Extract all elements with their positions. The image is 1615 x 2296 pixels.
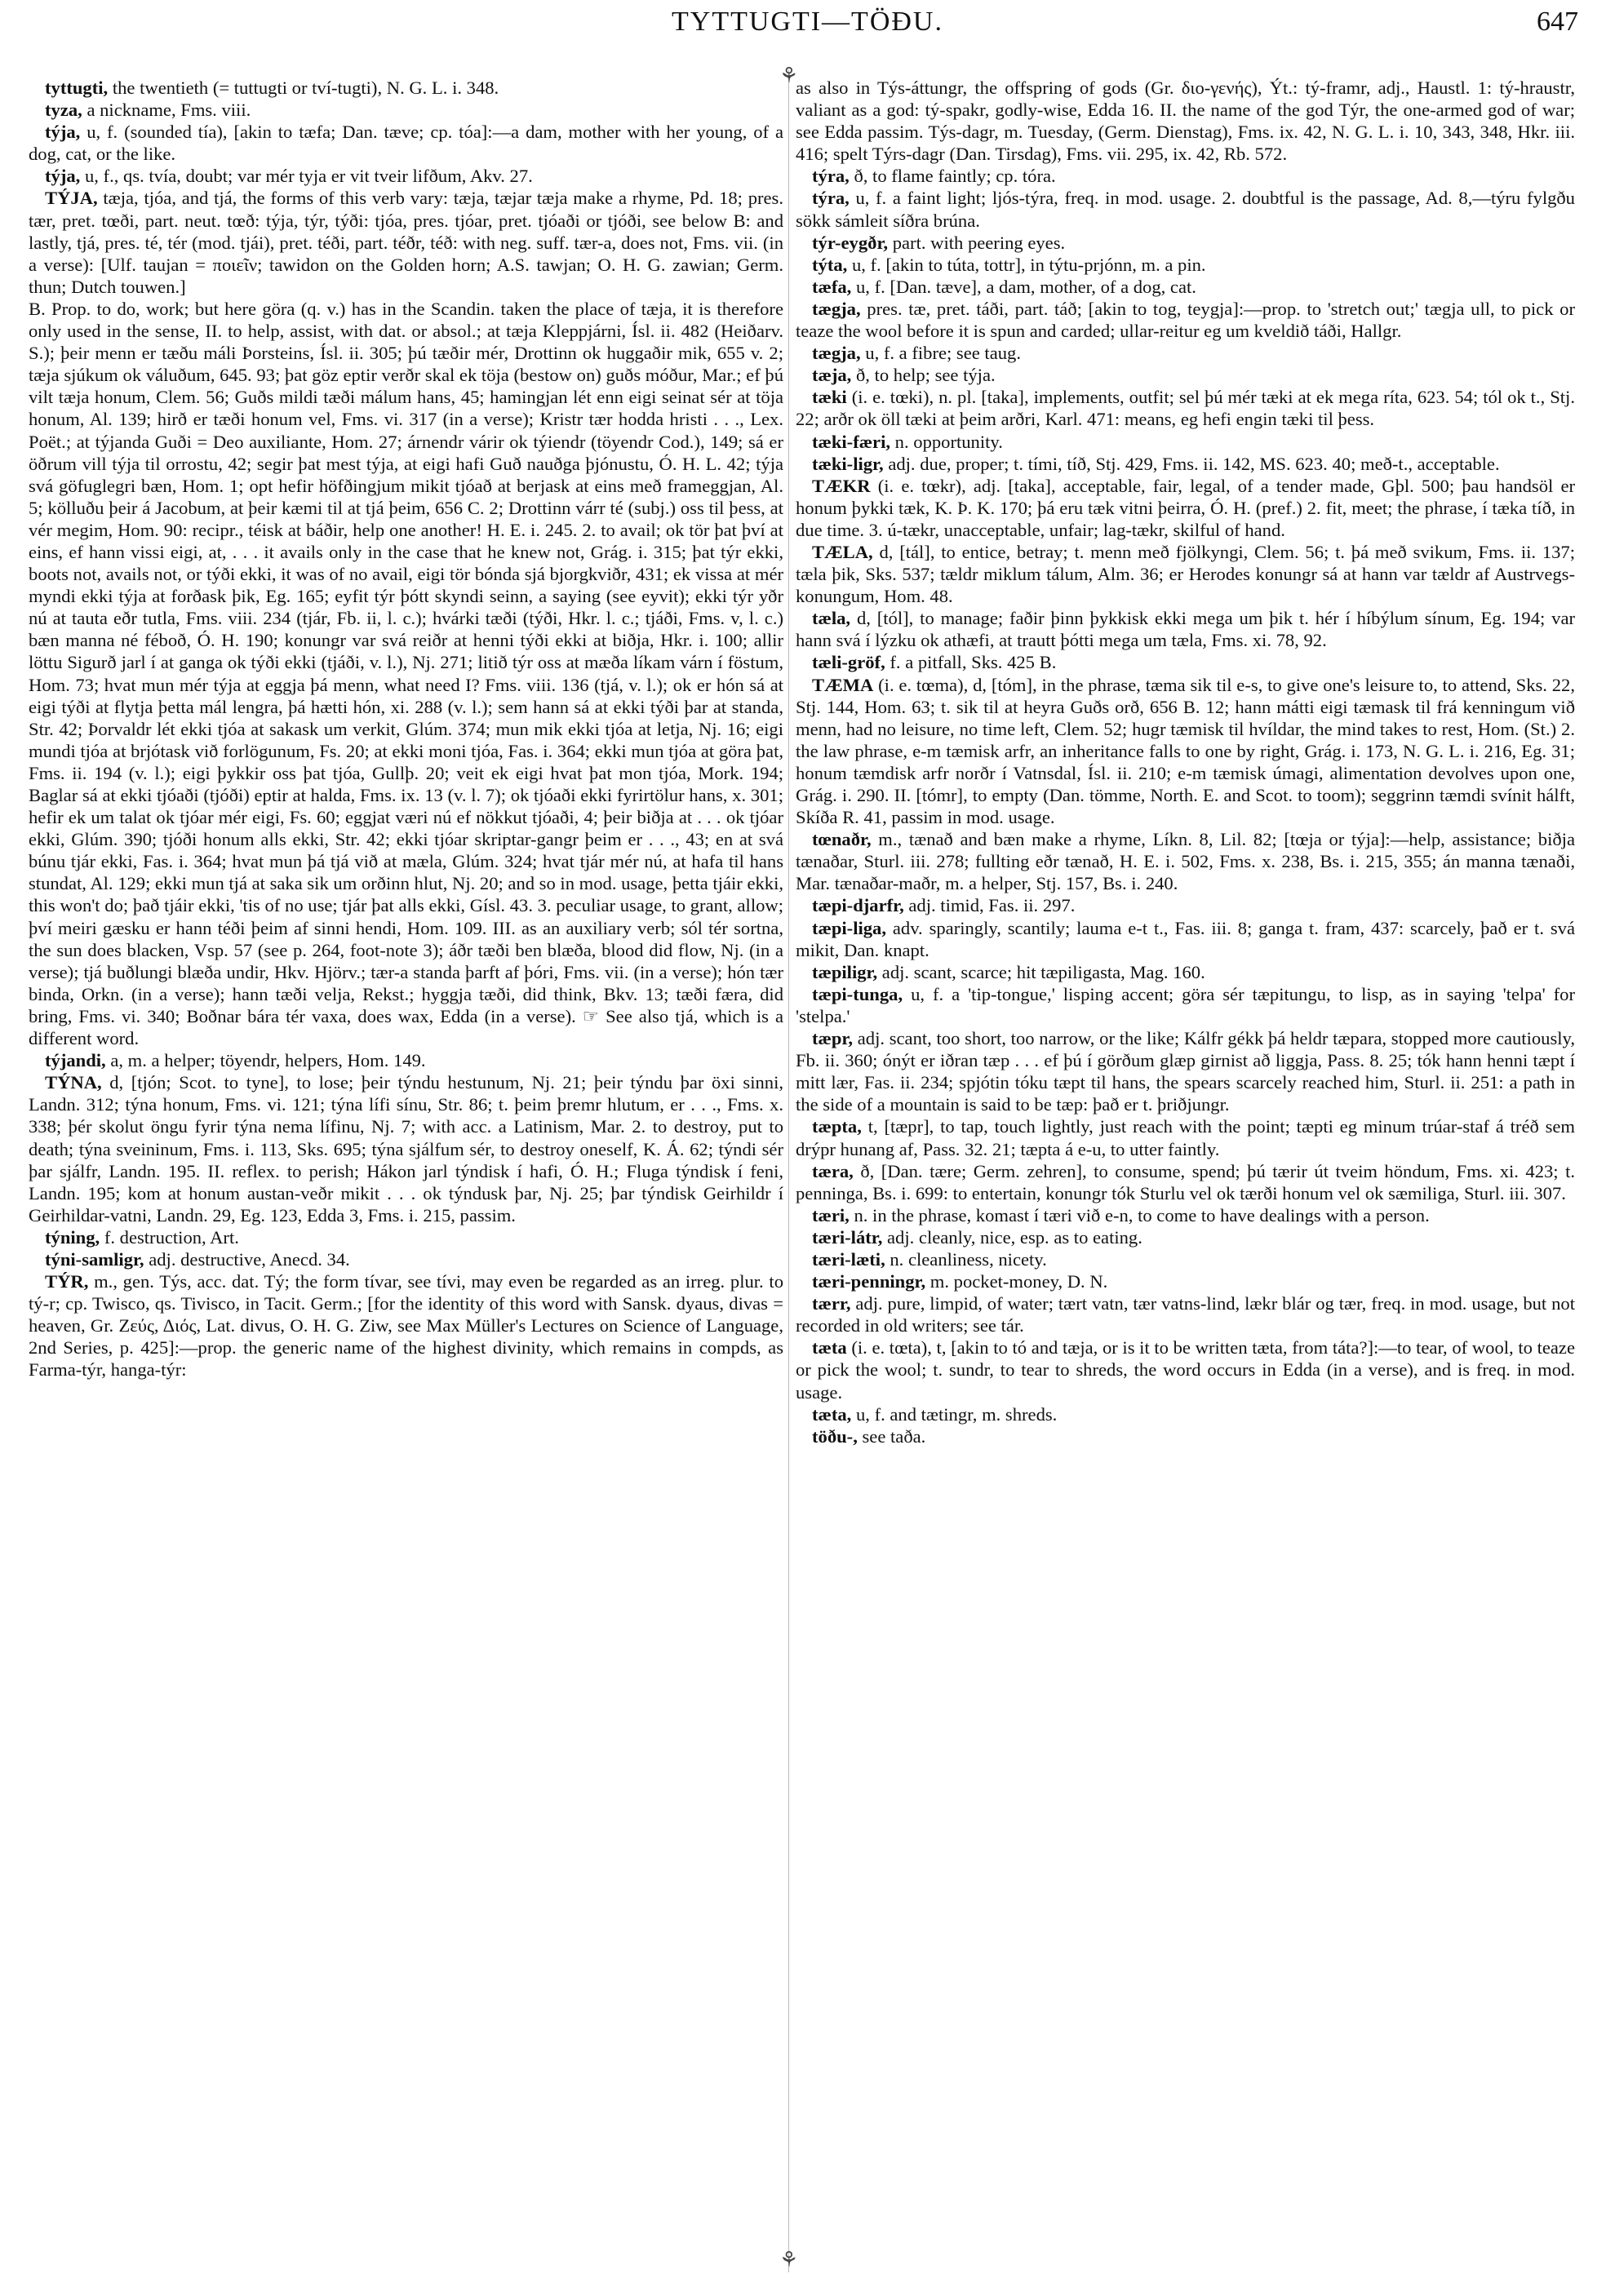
entry-headword: tærr, — [812, 1293, 851, 1314]
entry-definition: u, f., qs. tvía, doubt; var mér tyja er vit tveir lifðum, Akv. 27. — [84, 166, 533, 187]
entry-definition: a, m. a helper; töyendr, helpers, Hom. 149. — [110, 1050, 426, 1071]
entry-headword: tæki — [812, 387, 847, 408]
entry-definition: a nickname, Fms. viii. — [87, 100, 251, 121]
entry-definition: see taða. — [862, 1425, 926, 1447]
dictionary-entry — [796, 961, 1575, 983]
entry-headword: tæpiligr, — [812, 961, 878, 982]
entry-definition: (i. e. tœma), d, [tóm], in the phrase, tæma sik til e-s, to give one's leisure to, to attend, Sks. 22, Stj. 144, Hom. 63; t. sik til at heyra Guðs orð, 656 B. 12; hann mátti eigi tæmask til frá kenningum við menn, had no leisure, no time left, Clem. 52; hugr tæmisk til hvíldar, the mind takes to rest, Hom. (St.) 2. the law phrase, e-m tæmisk arfr, an inheritance falls to one by right, Grág. i. 173, N. G. L. i. 216, Eg. 31; honum tæmdisk arfr norðr í Vatnsdal, Ísl. ii. 210; e-m tæmisk úmagi, alimentation devolves upon one, Grág. i. 290. II. [tómr], to empty (Dan. tömme, North. E. and Scot. to toom); seggrinn tæmdi svínit hálft, Skíða R. 41, passim in mod. usage. — [796, 674, 1575, 828]
entry-headword: týjandi, — [45, 1050, 106, 1071]
dictionary-entry — [796, 298, 1575, 342]
entry-headword: TÆLA, — [812, 541, 873, 562]
dictionary-entry — [796, 364, 1575, 386]
entry-definition: u, f. [akin to túta, tottr], in týtu-prjónn, m. a pin. — [851, 254, 1206, 275]
dictionary-entry — [796, 187, 1575, 231]
dictionary-entry — [796, 541, 1575, 607]
dictionary-entry — [796, 77, 1575, 165]
entry-definition: d, [tjón; Scot. to tyne], to lose; þeir týndu hestunum, Nj. 21; þeir týndu þar öxi sinni, Landn. 312; týna honum, Fms. vi. 121; týna lífi sínu, Str. 86; t. þeim þremr hlutum, er . . ., Fms. x. 338; þér skolut öngu fyrir týna nema lífinu, Nj. 7; with acc. a Latinism, Mar. 2. to destroy, put to death; týna sveininum, Fms. i. 113, Sks. 695; týna sjálfum sér, to destroy oneself, K. Á. 62; týndi sér þar sjálfr, Landn. 195. II. reflex. to perish; Hákon jarl týndisk í hafi, Ó. H.; Fluga týndisk í feni, Landn. 195; kom at honum austan-veðr mikit . . . ok týndusk þar, Nj. 25; þar týndisk Geirhildr í Geirhildar-vatni, Landn. 29, Eg. 123, Edda 3, Fms. i. 215, passim. — [29, 1072, 783, 1226]
dictionary-entry — [796, 1403, 1575, 1425]
dictionary-entry — [796, 1027, 1575, 1115]
dictionary-entry — [796, 828, 1575, 894]
entry-definition: u, f. a faint light; ljós-týra, freq. in mod. usage. 2. doubtful is the passage, Ad. 8,—týru fylgðu sökk sámleit síðra brúna. — [796, 188, 1575, 231]
entry-headword: tæpta, — [812, 1116, 862, 1137]
dictionary-entry — [796, 1160, 1575, 1204]
entry-headword: tæja, — [812, 365, 852, 386]
entry-headword: týning, — [45, 1226, 100, 1248]
entry-headword: TÝJA, — [45, 188, 98, 209]
dictionary-entry — [796, 983, 1575, 1027]
entry-headword: týja, — [45, 166, 81, 187]
entry-headword: töðu-, — [812, 1425, 858, 1447]
dictionary-entry — [29, 187, 783, 297]
dictionary-entry — [29, 99, 783, 121]
dictionary-entry — [796, 475, 1575, 541]
entry-definition: adj. timid, Fas. ii. 297. — [908, 895, 1076, 916]
column-divider — [788, 69, 789, 2272]
entry-definition: adj. scant, too short, too narrow, or the like; Kálfr gékk þá heldr tæpara, stopped more cautiously, Fb. ii. 360; ónýt er iðran tæp . . . ef þú í görðum glæp girnist að liggja, Pass. 8. 25; tók hann henni tæpt í mitt lær, Fas. ii. 234; spjótin tóku tæpt til hans, the spears scarcely reached him, Sturl. ii. 251: a path in the side of a mountain is said to be tæp: það er t. þriðjungr. — [796, 1028, 1575, 1115]
entry-headword: tæfa, — [812, 276, 852, 297]
entry-headword: tæki-ligr, — [812, 453, 884, 474]
entry-definition: adj. due, proper; t. tími, tíð, Stj. 429, Fms. ii. 142, MS. 623. 40; með-t., acceptable. — [888, 453, 1500, 474]
entry-definition: n. cleanliness, nicety. — [890, 1248, 1047, 1270]
entry-definition: B. Prop. to do, work; but here göra (q. v.) has in the Scandin. taken the place of tæja, it is therefore only used in the sense, II. to help, assist, with dat. or absol.; at tæja Kleppjárni, Ísl. ii. 482 (Heiðarv. S.); þeir menn er tæðu máli Þorsteins, Ísl. ii. 305; þú tæðir mér, Drottinn ok huggaðir mik, 655 v. 2; tæja sjúkum ok váluðum, 645. 93; þat göz eptir verðr skal ek töja (bestow on) guðs móður, Mar.; ef þú vilt tæja honum, Clem. 56; Guðs mildi tæði málum hans, 45; hamingjan lét enn eigi seinat sér at töja honum, Al. 139; hirð er tæði honum vel, Fms. vi. 317 (in a verse); Kristr tær hodda hristi . . ., Lex. Poët.; at týjanda Guði = Deo auxiliante, Hom. 27; árnendr várir ok týiendr (töyendr Cod.), 149; sá er öðrum vill týja til orrostu, 42; segir þat mest týja, at eigi hafi Guð nauðga þjónustu, Ó. H. L. 42; týja svá göfuglegri bæn, Hom. 1; opt hefir höfðingjum mikit tjóað at berjask at eins með frameggjan, Al. 5; kölluðu þeir á Jacobum, at þeir kæmi til at tjá þeim, 656 C. 2; Drottinn várr té (subj.) oss til þess, at vér megim, Hom. 90: recipr., téisk at báðir, help one another! H. E. i. 245. 2. to avail; ok tör þat því at eins, ef hann vissi eigi, at, . . . it avails only in the case that he knew not, Grág. i. 315; þat týr ekki, boots not, avails not, or týði ekki, it was of no avail, eigi tör bónda sjá bjorgkviðr, 431; ek vissa at mér myndi ekki týja at forðask þik, Eg. 165; eyfit týr þótt skyndi seinn, a saying (see eyvit); ekki týr yðr nú at tauta eðr tutla, Fms. viii. 234 (tjár, Fb. ii, l. c.); hvárki tæði (týði, Hkr. l. c.; tjáði, Fms. v, l. c.) bæn manna né féboð, Ó. H. 190; konungr var svá reiðr at henni týði ekki at biðja, Hkr. i. 100; allir löttu Sigurð jarl í at ganga ok týði ekki (tjáði, v. l.), Nj. 271; litið týr oss at mæða líkam várn í föstum, Hom. 73; hvat mun mér týja at eggja þá menn, what need I? Fms. viii. 136 (tjá, v. l.); ok er hón sá at eigi týði at flytja þetta mál lengra, þá hætti hón, xi. 288 (v. l.); sem hann sá at ekki týði þar at standa, Str. 42; Þorvaldr lét ekki tjóa at sakask um verkit, Glúm. 374; mun mik ekki tjóa at letja, Nj. 16; eigi mundi tjóa at brjótask við forlögunum, Fs. 20; at ekki moni tjóa, Fas. i. 364; ekki mun tjóa at göra þat, Fms. ii. 194 (v. l.); eigi þykkir oss þat tjóa, Gullþ. 20; veit ek eigi hvat þat mon tjóa, Mork. 194; Baglar sá at ekki tjóaði (tjóði) eptir at halda, Fms. ix. 13 (v. l. 7); ok tjóaði ekki fyrirtölur hans, x. 301; hefir ek um talat ok tjóar mér eigi, Fs. 60; eggjat væri nú ef nökkut tjóaði, 4; þeir biðja at . . . ok tjóar ekki, Glúm. 390; tjóði honum alls ekki, Str. 42; ekki tjóar skriptar-gangr þeim er . . ., 43; en at svá búnu tjár ekki, Fas. i. 364; hvat mun þá tjá við at mæla, Glúm. 324; hvat tjár mér nú, at hafa til hans stundat, Al. 129; ekki mun tjá at saka sik um orðinn hlut, Nj. 20; and so in mod. usage, þetta tjáir ekki, this won't do; það tjáir ekki, 'tis of no use; tjár þat alls ekki, Gísl. 43. 3. peculiar usage, to grant, allow; því meiri gæsku er hann téði þeim af sinni hendi, Hom. 109. III. as an auxiliary verb; sól tér sortna, the sun does blacken, Vsp. 57 (see p. 264, foot-note 3); áðr tæði ben blæða, blood did flow, Nj. (in a verse); tjá buðlungi blæða undir, Hkv. Hjörv.; tær-a standa þarft af þóri, Fms. vii. (in a verse); hón tær binda, Orkn. (in a verse); hann tæði velja, Rekst.; hyggja tæði, did think, Bkv. 13; tæði færa, did bring, Fms. vi. 340; Boðnar bára tér vaxa, does wax, Edda (in a verse). ☞ See also tjá, which is a different word. — [29, 298, 783, 1049]
dictionary-entry — [796, 386, 1575, 430]
entry-definition: u, f. a fibre; see taug. — [865, 343, 1021, 364]
dictionary-entry — [796, 651, 1575, 673]
dictionary-entry — [796, 1336, 1575, 1403]
entry-headword: týra, — [812, 166, 850, 187]
entry-headword: tæri, — [812, 1204, 850, 1226]
dictionary-entry — [796, 431, 1575, 453]
entry-definition: u, f. (sounded tía), [akin to tæfa; Dan. tæve; cp. tóa]:—a dam, mother with her young, of a dog, cat, or the like. — [29, 122, 783, 165]
dictionary-entry — [29, 77, 783, 99]
dictionary-entry — [796, 254, 1575, 276]
dictionary-entry — [796, 342, 1575, 364]
entry-definition: f. a pitfall, Sks. 425 B. — [890, 652, 1057, 673]
entry-definition: as also in Týs-áttungr, the offspring of gods (Gr. διο-γενής), Ýt.: tý-framr, adj., Haustl. 1: tý-hraustr, valiant as a god: tý-spakr, godly-wise, Edda 16. II. the name of the god Týr, the one-armed god of war; see Edda passim. Týs-dagr, m. Tuesday, (Germ. Dienstag), Fms. ix. 42, N. G. L. i. 10, 343, 348, Hkr. iii. 416; spelt Týrs-dagr (Dan. Tirsdag), Fms. vii. 295, ix. 42, Rb. 572. — [796, 78, 1575, 165]
entry-definition: (i. e. tœki), n. pl. [taka], implements, outfit; sel þú mér tæki at ek mega ríta, 623. 54; tól ok t., Stj. 22; arðr ok öll tæki at þeim arðri, Karl. 471: means, eg hefi engin tæki til þess. — [796, 387, 1575, 430]
entry-headword: týr-eygðr, — [812, 232, 889, 253]
entry-definition: the twentieth (= tuttugti or tví-tugti), N. G. L. i. 348. — [112, 78, 499, 98]
dictionary-entry — [29, 1049, 783, 1071]
dictionary-entry — [796, 276, 1575, 298]
entry-definition: adj. cleanly, nice, esp. as to eating. — [887, 1226, 1142, 1248]
entry-definition: m., gen. Týs, acc. dat. Tý; the form tívar, see tívi, may even be regarded as an irreg. plur. to tý-r; cp. Twisco, qs. Tivisco, in Tacit. Germ.; [for the identity of this word with Sansk. dyaus, divas = heaven, Gr. Ζεύς, Διός, Lat. divus, O. H. G. Ziw, see Max Müller's Lectures on Science of Language, 2nd Series, p. 425]:—prop. the generic name of the highest divinity, which remains in compds, as Farma-týr, hanga-týr: — [29, 1271, 783, 1381]
dictionary-entry — [796, 1204, 1575, 1226]
entry-headword: tæli-gröf, — [812, 652, 885, 673]
entry-headword: týta, — [812, 254, 848, 275]
entry-headword: tœnaðr, — [812, 829, 872, 850]
entry-headword: tæri-penningr, — [812, 1271, 926, 1292]
dictionary-entry — [796, 165, 1575, 187]
entry-definition: adj. destructive, Anecd. 34. — [149, 1248, 350, 1270]
entry-headword: tæla, — [812, 608, 851, 629]
entry-headword: tæri-látr, — [812, 1226, 883, 1248]
entry-headword: tæta, — [812, 1403, 852, 1425]
dictionary-entry — [796, 1425, 1575, 1447]
dictionary-entry — [29, 1071, 783, 1226]
entry-headword: týja, — [45, 122, 81, 143]
gutter-ornament-top: ⚘ — [779, 64, 799, 87]
entry-headword: tæpi-tunga, — [812, 983, 903, 1004]
entry-definition: m. pocket-money, D. N. — [930, 1271, 1108, 1292]
entry-headword: tægja, — [812, 343, 861, 364]
dictionary-entry — [796, 1248, 1575, 1270]
entry-definition: u, f. a 'tip-tongue,' lisping accent; göra sér tæpitungu, to lisp, as in saying 'telpa' for 'stelpa.' — [796, 983, 1575, 1026]
entry-definition: f. destruction, Art. — [104, 1226, 239, 1248]
entry-headword: tæri-læti, — [812, 1248, 885, 1270]
running-head: TYTTUGTI—TÖÐU. — [672, 7, 943, 37]
entry-headword: týra, — [812, 188, 850, 209]
dictionary-entry — [29, 121, 783, 165]
entry-definition: tæja, tjóa, and tjá, the forms of this verb vary: tæja, tæjar tæja make a rhyme, Pd. 18; pres. tær, pret. tœði, part. neut. tœð: týja, týr, týði: tjóa, pres. tjóar, pret. tjóaði or tjóði, see below B: and lastly, tjá, pres. té, tér (mod. tjái), pret. téði, part. téðr, téð: with neg. suff. tær-a, does not, Fms. vii. (in a verse): [Ulf. taujan = ποιεῖν; tawidon on the Golden horn; A.S. tawjan; O. H. G. zawian; Germ. thun; Dutch touwen.] — [29, 188, 783, 297]
entry-definition: ð, [Dan. tære; Germ. zehren], to consume, spend; þú tærir út tveim höndum, Fms. xi. 423; t. penninga, Bs. i. 699: to entertain, konungr tók Sturlu vel ok tærði honum vel ok sæmiliga, Sturl. iii. 307. — [796, 1160, 1575, 1203]
entry-definition: ð, to help; see týja. — [855, 365, 996, 386]
dictionary-entry — [796, 674, 1575, 829]
dictionary-entry — [796, 232, 1575, 254]
entry-headword: TÝR, — [45, 1271, 89, 1292]
dictionary-entry — [796, 1292, 1575, 1336]
entry-definition: d, [tól], to manage; faðir þinn þykkisk ekki mega um þik t. hér í híbýlum sínum, Eg. 194; var hann svá í lýzku ok athæfi, at trautt þótti mega um tæla, Fms. xi. 78, 92. — [796, 608, 1575, 651]
entry-definition: (i. e. tœkr), adj. [taka], acceptable, fair, legal, of a tender made, Gþl. 500; þau handsöl er honum þykki tæk, K. Þ. K. 170; þá eru tæk vitni þeirra, Ó. H. (pref.) 2. fit, meet; the phrase, í tæka tíð, in due time. 3. ú-tækr, unacceptable, unfair; lag-tækr, skilful of hand. — [796, 475, 1575, 540]
entry-definition: ð, to flame faintly; cp. tóra. — [854, 166, 1056, 187]
entry-headword: tæki-færi, — [812, 431, 891, 452]
dictionary-entry — [29, 1248, 783, 1270]
entry-headword: tæpr, — [812, 1028, 854, 1049]
dictionary-entry — [796, 894, 1575, 916]
entry-definition: n. opportunity. — [894, 431, 1003, 452]
entry-definition: (i. e. tœta), t, [akin to tó and tæja, or is it to be written tæta, from táta?]:—to tear, of wool, to teaze or pick the wool; t. sundr, to tear to shreds, the word occurs in Edda (in a verse), and is freq. in mod. usage. — [796, 1337, 1575, 1403]
entry-headword: tyttugti, — [45, 78, 109, 98]
left-column — [29, 77, 783, 2280]
entry-definition: adj. pure, limpid, of water; tært vatn, tær vatns-lind, lækr blár og tær, freq. in mod. usage, but not recorded in old writers; see tár. — [796, 1293, 1575, 1336]
dictionary-entry — [796, 1270, 1575, 1292]
entry-headword: TÆKR — [812, 475, 871, 496]
entry-headword: tæpi-djarfr, — [812, 895, 904, 916]
dictionary-entry — [29, 165, 783, 187]
entry-headword: TÆMA — [812, 674, 874, 695]
dictionary-entry — [796, 917, 1575, 961]
entry-definition: part. with peering eyes. — [892, 232, 1066, 253]
dictionary-entry — [796, 1226, 1575, 1248]
right-column — [796, 77, 1575, 2280]
entry-definition: pres. tæ, pret. táði, part. táð; [akin to tog, teygja]:—prop. to 'stretch out;' tægja ull, to pick or teaze the wool before it is spun and carded; ullar-reitur eg um kveldið táði, Hallgr. — [796, 298, 1575, 342]
entry-headword: týni-samligr, — [45, 1248, 144, 1270]
dictionary-entry — [796, 607, 1575, 651]
entry-headword: tæpi-liga, — [812, 917, 887, 938]
entry-headword: tyza, — [45, 100, 82, 121]
entry-definition: adj. scant, scarce; hit tæpiligasta, Mag. 160. — [881, 961, 1205, 982]
dictionary-entry — [29, 298, 783, 1049]
dictionary-entry — [796, 453, 1575, 475]
entry-definition: t, [tæpr], to tap, touch lightly, just reach with the point; tæpti eg minum trúar-staf á tréð sem drýpr hunang af, Pass. 32. 21; tæpta á e-u, to utter faintly. — [796, 1116, 1575, 1159]
entry-definition: u, f. [Dan. tæve], a dam, mother, of a dog, cat. — [855, 276, 1196, 297]
entry-definition: n. in the phrase, komast í tæri við e-n, to come to have dealings with a person. — [854, 1204, 1430, 1226]
entry-definition: m., tænað and bæn make a rhyme, Líkn. 8, Lil. 82; [tœja or týja]:—help, assistance; biðja tænaðar, Sturl. iii. 278; fullting eðr tænað, H. E. i. 502, Fms. x. 238, Bs. i. 215, 355; án manna tænaði, Mar. tænaðar-maðr, m. a helper, Stj. 157, Bs. i. 240. — [796, 829, 1575, 894]
entry-headword: tæta — [812, 1337, 847, 1359]
entry-headword: TÝNA, — [45, 1072, 102, 1093]
page-header — [0, 0, 1615, 49]
entry-definition: d, [tál], to entice, betray; t. menn með fjölkyngi, Clem. 56; t. þá með svikum, Fms. ii. 137; tæla þik, Sks. 537; tældr miklum tálum, Alm. 36; er Herodes konungr sá at hann var tældr af Austrvegs-konungum, Hom. 48. — [796, 541, 1575, 607]
gutter-ornament-bottom: ⚘ — [779, 2248, 799, 2272]
dictionary-entry — [29, 1226, 783, 1248]
dictionary-entry — [29, 1270, 783, 1381]
entry-headword: tægja, — [812, 298, 861, 319]
dictionary-entry — [796, 1115, 1575, 1159]
page-number: 647 — [1537, 7, 1578, 37]
entry-definition: u, f. and tætingr, m. shreds. — [855, 1403, 1058, 1425]
entry-headword: tæra, — [812, 1160, 854, 1181]
entry-definition: adv. sparingly, scantily; lauma e-t t., Fas. iii. 8; ganga t. fram, 437: scarcely, það er t. svá mikit, Dan. knapt. — [796, 917, 1575, 960]
